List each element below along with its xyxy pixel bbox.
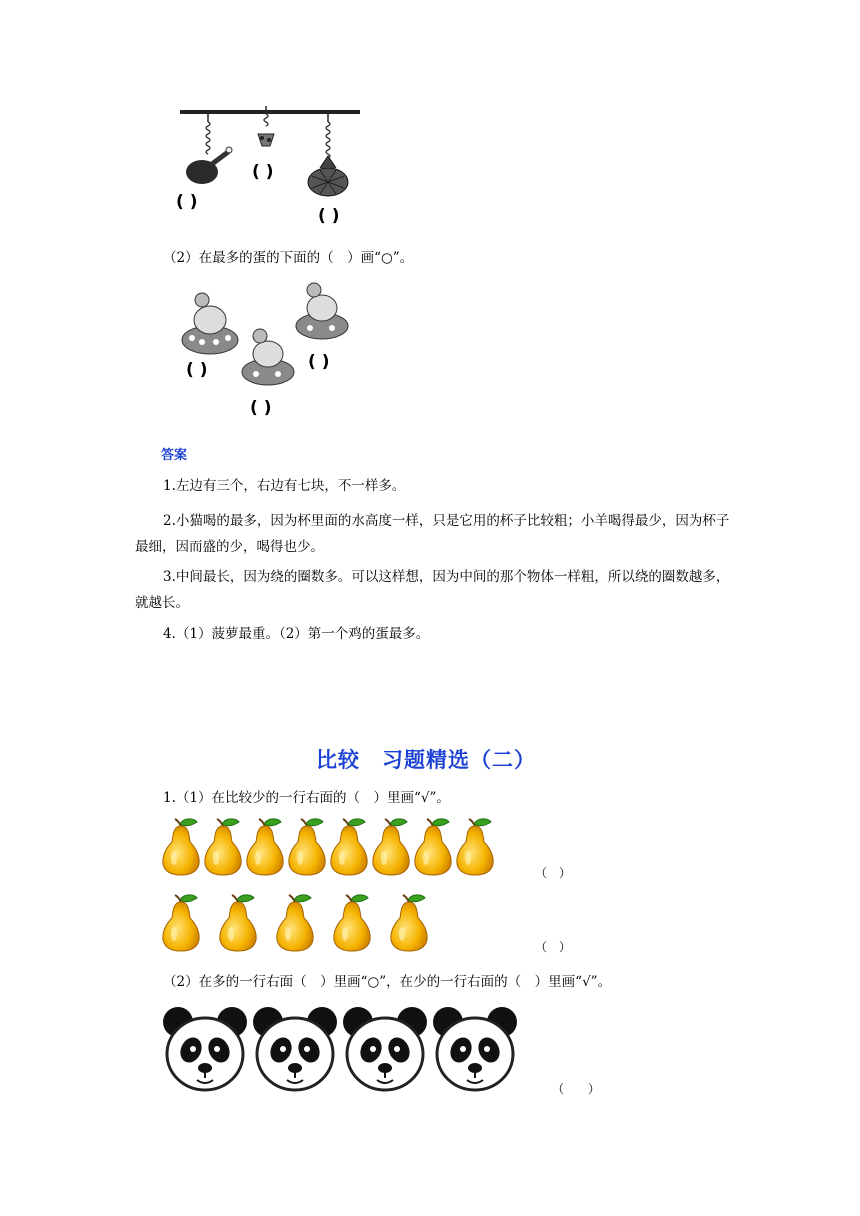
pear-icon bbox=[331, 894, 373, 952]
section2-q1-part1: 1.（1）在比较少的一行右面的（ ）里画“√”。 bbox=[163, 790, 450, 806]
paren-pineapple: ( ) bbox=[318, 206, 340, 226]
pear-icon bbox=[244, 818, 286, 876]
pear-icon bbox=[217, 894, 259, 952]
panda-icon bbox=[250, 1002, 340, 1094]
pear-icon bbox=[370, 818, 412, 876]
paren-small-object: ( ) bbox=[252, 162, 274, 182]
hen-icon bbox=[182, 293, 238, 354]
row2-answer-paren[interactable]: （ ） bbox=[535, 940, 572, 954]
pear-icon bbox=[274, 894, 316, 952]
answer-item-3: 3.中间最长，因为绕的圈数多。可以这样想，因为中间的那个物体一样粗，所以绕的圈数越多，就越长。 bbox=[135, 569, 730, 611]
pear-icon bbox=[412, 818, 454, 876]
pear-icon bbox=[328, 818, 370, 876]
pear-icon bbox=[286, 818, 328, 876]
pear-icon bbox=[454, 818, 496, 876]
paren-hen-2: ( ) bbox=[250, 398, 272, 418]
pear-icon bbox=[160, 894, 202, 952]
answer-item-2: 2.小猫喝的最多，因为杯里面的水高度一样，只是它用的杯子比较粗；小羊喝得最少，因为杯子最细，因而盛的少，喝得也少。 bbox=[135, 513, 730, 555]
question-part2: （2）在最多的蛋的下面的（ ）画“○”。 bbox=[163, 250, 414, 266]
panda-row bbox=[160, 1002, 520, 1094]
pineapple-icon bbox=[308, 156, 348, 196]
pear-icon bbox=[388, 894, 430, 952]
answers-heading: 答案 bbox=[161, 448, 188, 463]
pear-row-2 bbox=[160, 894, 430, 952]
answer-item-1: 1.左边有三个，右边有七块，不一样多。 bbox=[163, 478, 406, 494]
pear-icon bbox=[202, 818, 244, 876]
paren-drumstick: ( ) bbox=[176, 192, 198, 212]
row1-answer-paren[interactable]: （ ） bbox=[535, 866, 572, 880]
section-title: 比较 习题精选（二） bbox=[316, 748, 536, 772]
pear-icon bbox=[160, 818, 202, 876]
drumstick-icon bbox=[186, 147, 232, 184]
row3-answer-paren[interactable]: （ ） bbox=[552, 1082, 601, 1096]
panda-icon bbox=[430, 1002, 520, 1094]
panda-icon bbox=[340, 1002, 430, 1094]
answer-item-4: 4.（1）菠萝最重。（2）第一个鸡的蛋最多。 bbox=[163, 626, 430, 642]
paren-hen-3: ( ) bbox=[308, 352, 330, 372]
hen-icon bbox=[296, 283, 348, 339]
section2-q1-part2: （2）在多的一行右面（ ）里画“○”，在少的一行右面的（ ）里画“√”。 bbox=[163, 974, 612, 990]
small-object-icon bbox=[258, 134, 274, 146]
hen-icon bbox=[242, 329, 294, 385]
paren-hen-1: ( ) bbox=[186, 360, 208, 380]
pear-row-1 bbox=[160, 818, 496, 876]
panda-icon bbox=[160, 1002, 250, 1094]
